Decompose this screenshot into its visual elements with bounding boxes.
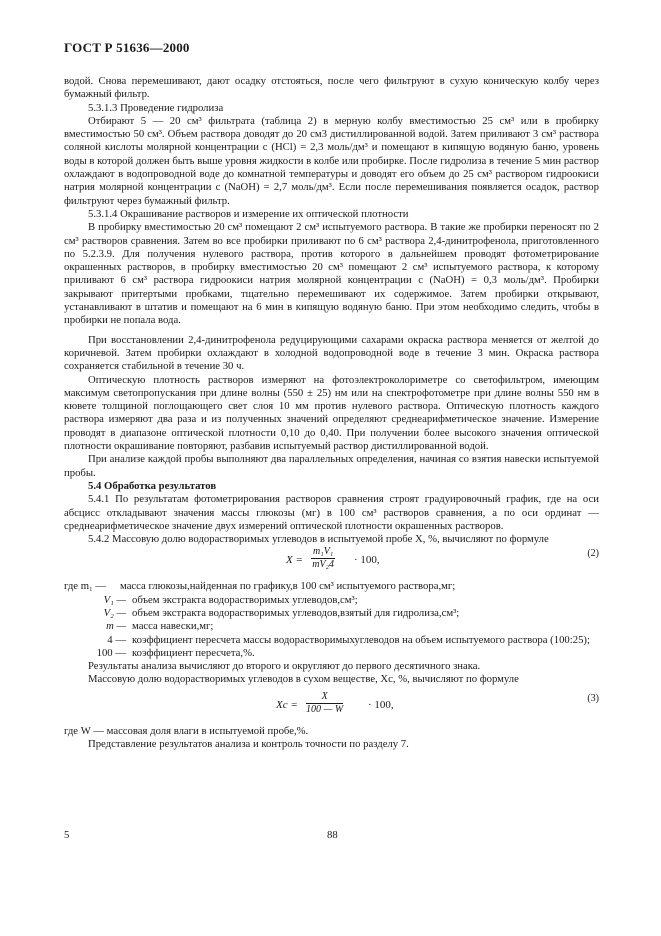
legend-text: объем экстракта водорастворимых углеводов,см³; (132, 593, 358, 606)
page-number-center: 88 (327, 829, 338, 841)
section-heading-5-3-1-4: 5.3.1.4 Окрашивание растворов и измерение их оптической плотности (88, 207, 409, 220)
legend-symbol: m — (106, 620, 126, 633)
formula-3 (64, 691, 599, 725)
page-number-left: 5 (64, 829, 70, 841)
formula-numerator: X (306, 691, 343, 704)
formula-number: (3) (587, 692, 599, 704)
formula-denominator: mV₂4 (312, 559, 335, 571)
legend-row (64, 634, 599, 647)
formula-lhs: X = (286, 554, 303, 567)
legend-symbol: где m₁ — (64, 580, 107, 593)
paragraph: Результаты анализа вычисляют до второго и округляют до первого десятичного знака. (88, 660, 481, 673)
paragraph: При анализе каждой пробы выполняют два параллельных определения, начиная со взятия навески испытуемой пробы. (64, 453, 599, 479)
formula-numerator: m₁V₁ (313, 546, 334, 558)
legend-row (64, 580, 599, 593)
paragraph: В пробирку вместимостью 20 см³ помещают 2 см³ испытуемого раствора. В такие же пробирки переносят по 2 см³ растворов сравнения. Затем во все пробирки приливают по 6 см³ раствора 2,4-динитрофенола, приготовленного по 5.2.3.9. Для получения нулевого раствора, против которого в дальнейшем проводят фотометрирование окрашенных растворов, в пробирку вместимостью 20 см³ помещают 2 см³ испытуемого раствора, к которому приливают 6 см³ раствора гидроокиси натрия молярной концентрации c (NaOH) = 0,3 моль/дм³. Пробирки закрывают притертыми пробками, тщательно перемешивают их содержимое. Затем пробирки открывают, устанавливают в штатив и помещают на 6 мин в кипящую водяную баню. При этом необходимо следить, чтобы в пробирки не попала вода. (64, 221, 599, 327)
formula-rhs: · 100, (354, 554, 380, 567)
paragraph: Отбирают 5 — 20 см³ фильтрата (таблица 2) в мерную колбу вместимостью 25 см³ или в пробирку вместимостью 50 см³. Объем раствора доводят до 20 см3 дистиллированной водой. Затем приливают 3 см³ раствора соляной кислоты молярной концентрации c (HCl) = 2,3 моль/дм³ и помещают в кипящую водяную баню, уровень воды в которой должен быть выше уровня жидкости в колбе или пробирке. После гидролиза в течение 5 мин раствор охлаждают в водопроводной воде до комнатной температуры и доводят его объем до 25 см³ раствором гидроокиси натрия молярной концентрации c (NaOH) = 2,7 моль/дм³. Если после перемешивания появляется осадок, раствор фильтруют через бумажный фильтр. (64, 114, 599, 207)
legend-text: масса глюкозы,найденная по графику,в 100 см³ испытуемого раствора,мг; (120, 580, 456, 593)
paragraph: где W — массовая доля влаги в испытуемой пробе,%. (64, 724, 309, 737)
paragraph: Представление результатов анализа и контроль точности по разделу 7. (88, 738, 409, 751)
legend-symbol: V₂ — (103, 606, 126, 619)
section-heading-5-4: 5.4 Обработка результатов (88, 479, 217, 492)
paragraph: Массовую долю водорастворимых углеводов в сухом веществе, Xc, %, вычисляют по формуле (88, 673, 519, 686)
legend-symbol: 4 — (107, 633, 126, 646)
formula-fraction (311, 546, 335, 571)
section-heading-5-3-1-3: 5.3.1.3 Проведение гидролиза (88, 101, 224, 114)
formula-legend (64, 580, 599, 660)
paragraph: водой. Снова перемешивают, дают осадку отстояться, после чего фильтруют в сухую коническую колбу через бумажный фильтр. (64, 75, 599, 101)
legend-text: коэффициент пересчета массы водорастворимыхуглеводов на объем испытуемого раствора (100:25); (132, 633, 590, 646)
legend-symbol: 100 — (96, 646, 126, 659)
legend-text: масса навески,мг; (132, 620, 214, 633)
formula-lhs: Xc = (276, 698, 298, 711)
legend-text: коэффициент пересчета,%. (132, 646, 255, 659)
paragraph: 5.4.1 По результатам фотометрирования растворов сравнения строят градуировочный график, где на оси абсцисс откладывают значения массы глюкозы (мг) в 100 см³ растворов сравнения, а по оси ординат — среднеарифметическое значение двух измерений оптической плотности окрашенных растворов. (64, 493, 599, 532)
paragraph: Оптическую плотность растворов измеряют на фотоэлектроколориметре со светофильтром, имеющим максимум светопропускания при длине волны (550 ± 25) нм или на спектрофотометре при длине волны 550 нм в кювете толщиной поглощающего свет слоя 10 мм против нулевого раствора. Оптическую плотность каждого раствора измеряют два раза и из полученных значений определяют среднеарифметическое значение. Измерение проводят в диапазоне оптической плотности 0,10 до 0,40. При получении более высокого значения оптической плотности окрашивание повторяют, разбавив испытуемый раствор дистиллированной водой. (64, 373, 599, 453)
formula-fraction (306, 691, 343, 716)
legend-row (64, 594, 599, 607)
paragraph: При восстановлении 2,4-динитрофенола редуцирующими сахарами окраска раствора меняется от желтой до коричневой. Затем пробирки охлаждают в холодной водопроводной воде в течение 3 мин. Окраска раствора сохраняется стабильной в течение 30 ч. (64, 333, 599, 373)
formula-2 (64, 546, 599, 580)
document-page (64, 40, 599, 751)
legend-symbol: V₁ — (103, 593, 126, 606)
legend-row (64, 620, 599, 633)
formula-number: (2) (587, 548, 599, 560)
legend-row (64, 647, 599, 660)
formula-denominator: 100 — W (306, 703, 344, 715)
legend-row (64, 607, 599, 620)
document-header: ГОСТ Р 51636—2000 (64, 40, 190, 55)
formula-rhs: · 100, (368, 698, 394, 711)
legend-text: объем экстракта водорастворимых углеводов,взятый для гидролиза,см³; (132, 606, 460, 619)
paragraph: 5.4.2 Массовую долю водорастворимых углеводов в испытуемой пробе X, %, вычисляют по формуле (88, 533, 549, 546)
